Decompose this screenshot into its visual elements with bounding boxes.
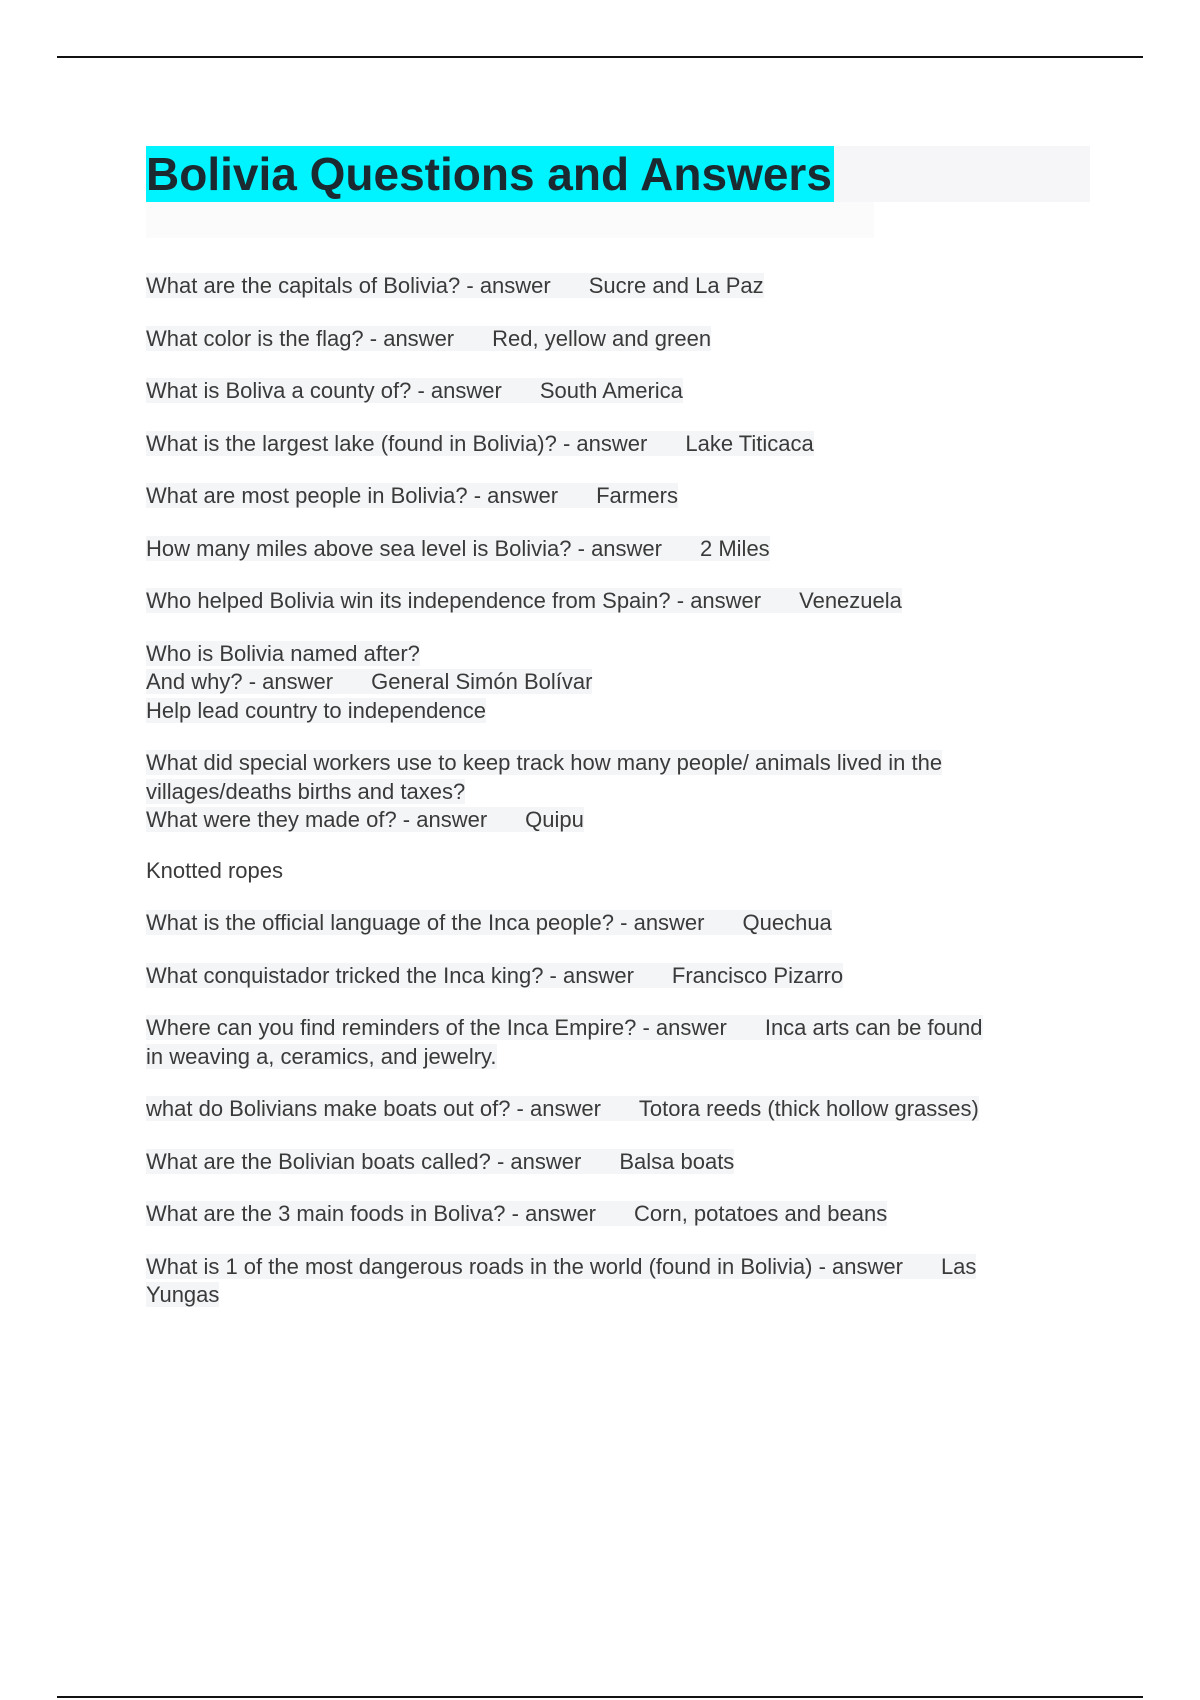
qa-item bbox=[146, 1148, 1090, 1177]
answer-text: in weaving a, ceramics, and jewelry. bbox=[146, 1043, 497, 1069]
question-text: What is Boliva a county of? - answer bbox=[146, 378, 502, 403]
answer-text: Quipu bbox=[525, 807, 584, 832]
answer-text: Totora reeds (thick hollow grasses) bbox=[638, 1096, 979, 1121]
question-text: What conquistador tricked the Inca king? - answer bbox=[146, 962, 634, 988]
qa-item bbox=[146, 962, 1090, 991]
answer-text: South America bbox=[539, 378, 683, 403]
answer-text: 2 Miles bbox=[700, 535, 770, 561]
question-text: And why? - answer bbox=[146, 669, 334, 694]
question-text: What color is the flag? - answer bbox=[146, 325, 455, 351]
answer-text: Sucre and La Paz bbox=[588, 273, 764, 298]
answer-text: Balsa boats bbox=[619, 1148, 735, 1174]
question-text: What did special workers use to keep track how many people/ animals lived in the bbox=[146, 750, 943, 775]
question-text: villages/deaths births and taxes? bbox=[146, 778, 466, 804]
bottom-rule bbox=[57, 1696, 1143, 1698]
answer-text: Yungas bbox=[146, 1282, 220, 1307]
question-text: What are most people in Bolivia? - answer bbox=[146, 483, 559, 508]
answer-text: Farmers bbox=[596, 483, 678, 508]
qa-item-roads bbox=[146, 1253, 1090, 1310]
answer-text: Francisco Pizarro bbox=[671, 962, 844, 988]
qa-item bbox=[146, 482, 1090, 511]
answer-text: General Simón Bolívar bbox=[371, 669, 593, 694]
question-text: What are the capitals of Bolivia? - answer bbox=[146, 273, 551, 298]
question-text: What is the official language of the Inca people? - answer bbox=[146, 910, 705, 935]
question-text: Where can you find reminders of the Inca Empire? - answer bbox=[146, 1015, 727, 1040]
question-text: what do Bolivians make boats out of? - answer bbox=[146, 1096, 601, 1121]
qa-item bbox=[146, 325, 1090, 354]
answer-text: Red, yellow and green bbox=[492, 325, 712, 351]
question-text: Who is Bolivia named after? bbox=[146, 640, 420, 666]
question-text: How many miles above sea level is Bolivia? - answer bbox=[146, 535, 662, 561]
answer-text: Knotted ropes bbox=[146, 857, 283, 883]
qa-item bbox=[146, 909, 1090, 938]
answer-text: Lake Titicaca bbox=[685, 430, 814, 456]
answer-note bbox=[146, 857, 1090, 886]
question-text: What are the Bolivian boats called? - answer bbox=[146, 1148, 582, 1174]
answer-text: Inca arts can be found bbox=[764, 1015, 983, 1040]
title-sub-band bbox=[146, 202, 874, 238]
question-text: What are the 3 main foods in Boliva? - answer bbox=[146, 1201, 597, 1226]
qa-item-named-after bbox=[146, 640, 1090, 726]
qa-item bbox=[146, 535, 1090, 564]
question-text: What is the largest lake (found in Bolivia)? - answer bbox=[146, 430, 648, 456]
qa-item bbox=[146, 1095, 1090, 1124]
answer-text: Quechua bbox=[742, 910, 832, 935]
qa-item bbox=[146, 377, 1090, 406]
document-body bbox=[146, 146, 1090, 1334]
qa-item bbox=[146, 272, 1090, 301]
qa-item bbox=[146, 1200, 1090, 1229]
top-rule bbox=[57, 56, 1143, 58]
document-title: Bolivia Questions and Answers bbox=[146, 148, 832, 200]
answer-text: Help lead country to independence bbox=[146, 697, 487, 723]
title-band bbox=[146, 146, 1090, 202]
question-text: What were they made of? - answer bbox=[146, 807, 488, 832]
qa-item bbox=[146, 430, 1090, 459]
qa-item bbox=[146, 587, 1090, 616]
answer-text: Corn, potatoes and beans bbox=[634, 1201, 888, 1226]
answer-text: Venezuela bbox=[799, 588, 902, 613]
question-text: Who helped Bolivia win its independence from Spain? - answer bbox=[146, 588, 762, 613]
qa-item-quipu bbox=[146, 749, 1090, 835]
question-text: What is 1 of the most dangerous roads in the world (found in Bolivia) - answer bbox=[146, 1253, 903, 1279]
answer-text: Las bbox=[940, 1253, 977, 1279]
qa-item-inca-reminders bbox=[146, 1014, 1090, 1071]
